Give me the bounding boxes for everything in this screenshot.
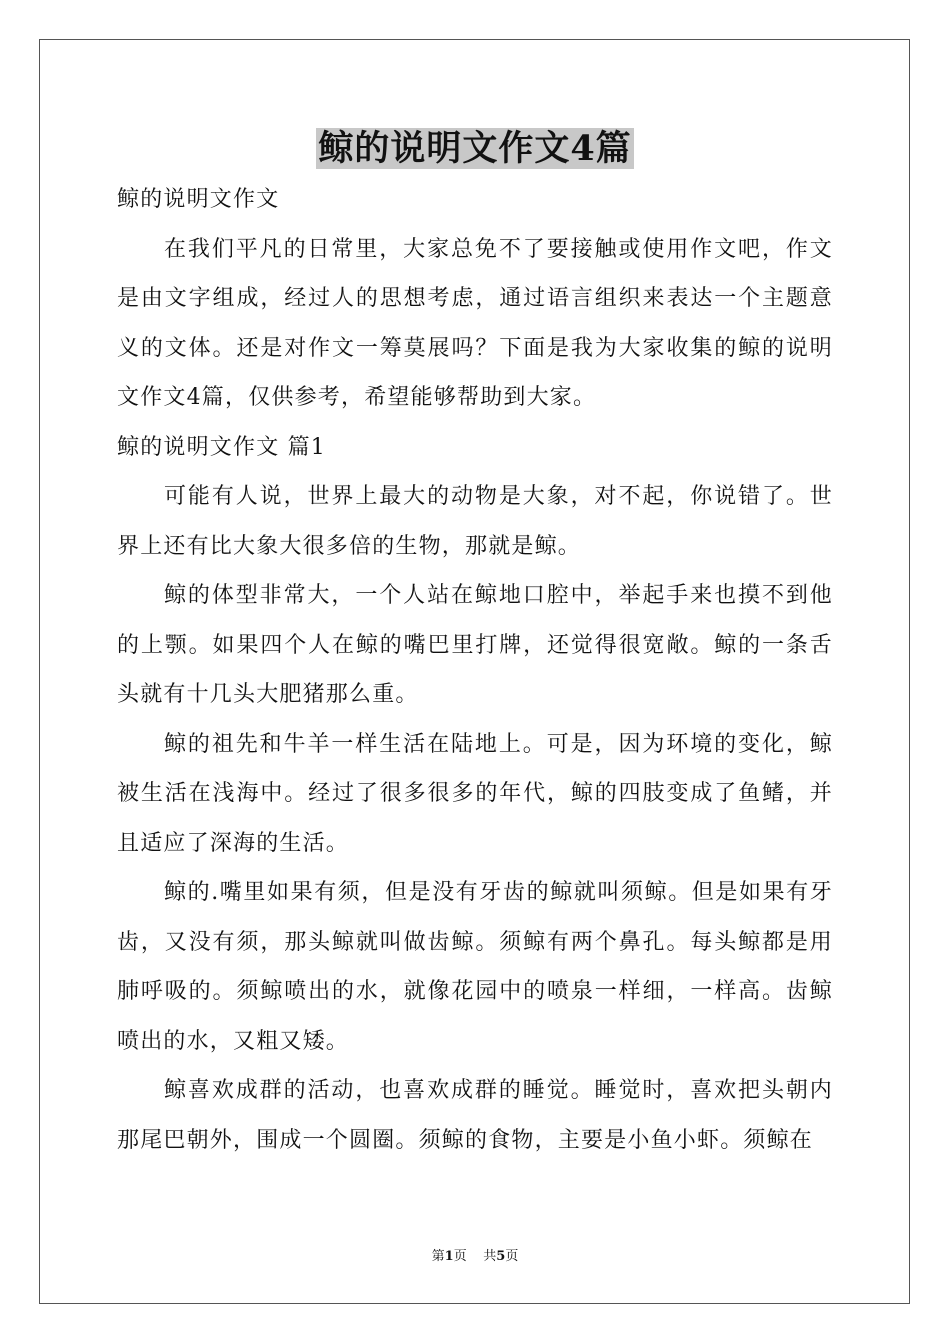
page-suffix: 页 <box>453 1249 467 1264</box>
section-heading: 鲸的说明文作文 <box>117 187 280 212</box>
body-paragraph: 在我们平凡的日常里，大家总免不了要接触或使用作文吧，作文是由文字组成，经过人的思想考虑，通过语言组织来表达一个主题意义的文体。还是对作文一筹莫展吗？下面是我为大家收集的鲸的说明文作文4篇，仅供参考，希望能够帮助到大家。 <box>117 236 833 410</box>
title-text: 鲸的说明文作文4篇 <box>318 128 632 169</box>
body-paragraph: 鲸的体型非常大，一个人站在鲸地口腔中，举起手来也摸不到他的上颚。如果四个人在鲸的嘴巴里打牌，还觉得很宽敞。鲸的一条舌头就有十几头大肥猪那么重。 <box>117 583 833 707</box>
document-title <box>0 124 950 174</box>
total-prefix: 共 <box>483 1249 497 1264</box>
page-current: 1 <box>444 1249 454 1264</box>
body-paragraph: 鲸喜欢成群的活动，也喜欢成群的睡觉。睡觉时，喜欢把头朝内那尾巴朝外，围成一个圆圈。须鲸的食物，主要是小鱼小虾。须鲸在 <box>117 1078 833 1153</box>
page-total: 5 <box>496 1249 506 1264</box>
page-footer <box>0 1248 950 1266</box>
page-prefix: 第 <box>431 1249 445 1264</box>
body-paragraph: 鲸的祖先和牛羊一样生活在陆地上。可是，因为环境的变化，鲸被生活在浅海中。经过了很多很多的年代，鲸的四肢变成了鱼鳍，并且适应了深海的生活。 <box>117 731 833 856</box>
total-suffix: 页 <box>505 1249 519 1264</box>
body-paragraph: 可能有人说，世界上最大的动物是大象，对不起，你说错了。世界上还有比大象大很多倍的生物，那就是鲸。 <box>117 484 833 559</box>
document-body <box>117 175 833 1165</box>
body-paragraph: 鲸的.嘴里如果有须，但是没有牙齿的鲸就叫须鲸。但是如果有牙齿，又没有须，那头鲸就叫做齿鲸。须鲸有两个鼻孔。每头鲸都是用肺呼吸的。须鲸喷出的水，就像花园中的喷泉一样细，一样高。齿鲸喷出的水，又粗又矮。 <box>117 880 833 1054</box>
section-heading: 鲸的说明文作文 篇1 <box>117 434 326 460</box>
